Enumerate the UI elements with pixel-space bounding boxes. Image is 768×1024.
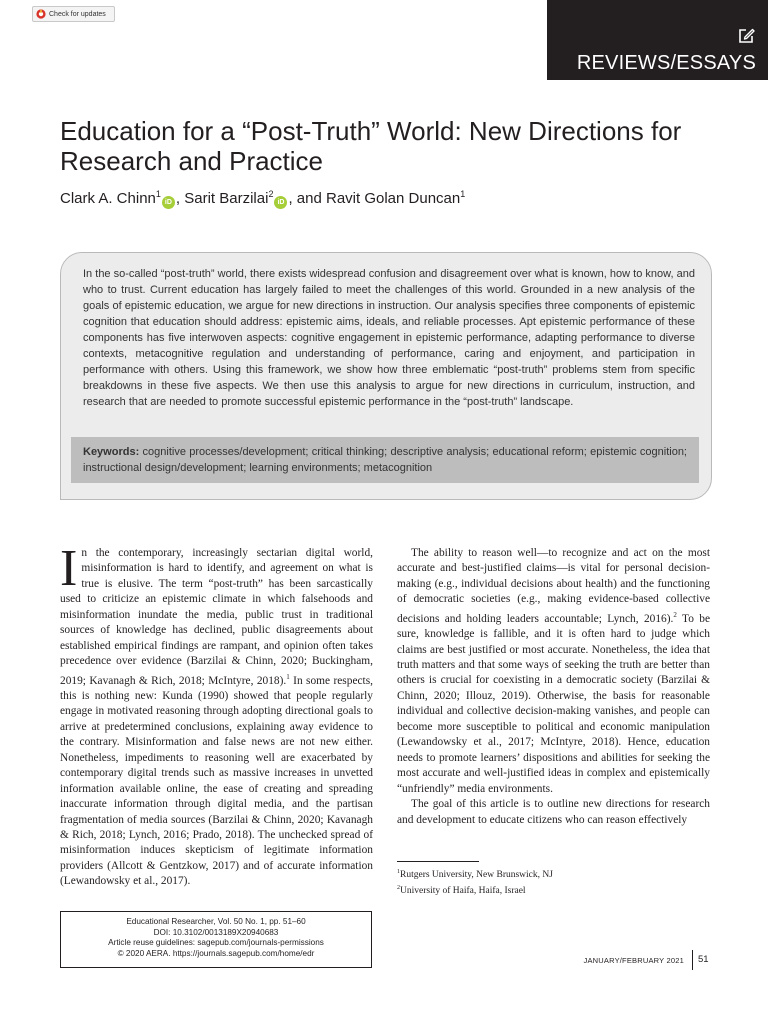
issue-date: JANUARY/FEBRUARY 2021 <box>583 956 684 965</box>
author-name[interactable]: Sarit Barzilai <box>184 190 269 207</box>
check-for-updates-button[interactable] <box>32 6 115 22</box>
body-paragraph <box>60 540 373 890</box>
footnote-marker[interactable]: 1 <box>286 672 290 681</box>
reuse-guidelines-link[interactable]: Article reuse guidelines: sagepub.com/journals-permissions <box>108 938 324 947</box>
pen-edit-icon <box>736 26 756 46</box>
body-text: In some respects, this is nothing new: Kunda (1990) showed that people regularly engage in motivated reasoning through adopting directional goals to arrive at predetermined conclusions, explaining away evidence to the contrary. Misinformation and false news are not new either. Nonetheless, impediments to reasoning well are exacerbated by contemporary digital trends such as massive increases in unvetted information available online, the ease of creating and spreading inaccurate information through digital media, and the partisan fragmentation of media sources (Barzilai & Chinn, 2020; Kavanagh & Rich, 2018; Lynch, 2016; Prado, 2018). The unchecked spread of misinformation induces skepticism of legitimate information providers (Allcott & Gentzkow, 2017) and of accurate information (Lewandowsky et al., 2017). <box>60 674 373 888</box>
orcid-icon[interactable]: iD <box>162 196 175 209</box>
keywords-box <box>71 437 699 483</box>
page-number: 51 <box>698 954 709 965</box>
body-text: To be sure, knowledge is fallible, and it is often hard to judge which claims are best justified or most accurate. Nonetheless, the idea that truth matters and that some ways of seeking the truth are better than others is crucial for coexisting in a democratic society (Barzilai & Chinn, 2020; Illouz, 2019). Otherwise, the basis for reasonable individual and collective decision-making vanishes, and people can become more susceptible to political and economic manipulation (Lewandowsky et al., 2017; McIntyre, 2018). Hence, education needs to promote learners’ dispositions and abilities for seeking the most accurate and well-justified ideas in complex and epistemically “unfriendly” media environments. <box>397 612 710 795</box>
keywords-label: Keywords: <box>83 446 140 458</box>
doi-link[interactable]: DOI: 10.3102/0013189X20940683 <box>153 927 279 937</box>
affiliation-item <box>397 866 710 882</box>
author-list <box>60 184 710 209</box>
affiliation-text: Rutgers University, New Brunswick, NJ <box>400 870 553 881</box>
footer-divider <box>692 950 693 970</box>
affiliation-text: University of Haifa, Haifa, Israel <box>400 886 526 897</box>
author-separator: , and <box>288 190 326 207</box>
affiliation-number: 1 <box>397 869 400 875</box>
section-header <box>547 0 768 80</box>
footnote-divider <box>397 861 479 862</box>
crossmark-icon <box>36 9 46 19</box>
article-title: Education for a “Post-Truth” World: New Directions for Research and Practice <box>60 116 682 176</box>
affiliation-number: 2 <box>397 885 400 892</box>
section-label: REVIEWS/ESSAYS <box>576 52 756 74</box>
drop-cap: I <box>60 540 78 597</box>
body-paragraph <box>397 546 710 797</box>
affiliation-marker: 1 <box>460 189 466 199</box>
author-name[interactable]: Ravit Golan Duncan <box>325 190 461 207</box>
affiliations <box>397 866 710 898</box>
keywords-text: cognitive processes/development; critical thinking; descriptive analysis; educational reform; epistemic cognition; instructional design/development; learning environments; metacognition <box>83 446 687 474</box>
affiliation-marker: 2 <box>268 189 274 199</box>
citation-box <box>60 911 372 968</box>
abstract-box <box>60 252 712 500</box>
body-paragraph: The goal of this article is to outline new directions for research and development to educate citizens who can reason effectively <box>397 798 710 826</box>
body-text: n the contemporary, increasingly sectarian digital world, misinformation is hard to identify, and agreement on what is true is elusive. The term “post-truth” has been sarcastically used to criticize an epistemic climate in which falsehoods and misinformation inundate the media, public trust in traditional sources of knowledge has declined, public disagreements about established empirical findings are rampant, and opinion often takes precedence over evidence (Barzilai & Chinn, 2020; Buckingham, 2019; Kavanagh & Rich, 2018; McIntyre, 2018). <box>60 547 373 687</box>
author-separator: , <box>175 190 185 207</box>
check-for-updates-label: Check for updates <box>49 10 106 18</box>
journal-citation: Educational Researcher, Vol. 50 No. 1, pp. 51–60 <box>126 917 306 926</box>
author-name[interactable]: Clark A. Chinn <box>60 190 156 207</box>
body-column-left <box>60 540 373 890</box>
footnote-marker[interactable]: 2 <box>673 610 677 619</box>
affiliation-item <box>397 882 710 898</box>
body-text: The ability to reason well—to recognize and act on the most accurate and best-justified claims—is vital for personal decision-making (e.g., individual decisions about health) and the functioning of democratic societies (e.g., making evidence-based collective decisions and holding leaders accountable; Lynch, 2016). <box>397 547 710 625</box>
abstract-text: In the so-called “post-truth” world, there exists widespread confusion and disagreement over what is known, how to know, and who to trust. Current education has largely failed to meet the challenges of this world. Grounded in a new analysis of the goals of epistemic education, we argue for new directions in instruction. Our analysis specifies three components of epistemic cognition that education should address: epistemic aims, ideals, and reliable processes. Apt epistemic performance of these components has five interwoven aspects: cognitive engagement in epistemic performance, adapting performance to diverse contexts, metacognitive regulation and understanding of performance, caring and enjoyment, and participation in performance with others. Using this framework, we show how three emblematic “post-truth” problems stem from specific breakdowns in these five aspects. We then use this analysis to argue for new directions in curriculum, instruction, and research that are needed to promote successful epistemic performance in the “post-truth” landscape. <box>83 268 695 408</box>
copyright-notice[interactable]: © 2020 AERA. https://journals.sagepub.com/home/edr <box>117 948 315 958</box>
body-column-right <box>397 546 710 828</box>
orcid-icon[interactable]: iD <box>274 196 287 209</box>
affiliation-marker: 1 <box>155 189 161 199</box>
